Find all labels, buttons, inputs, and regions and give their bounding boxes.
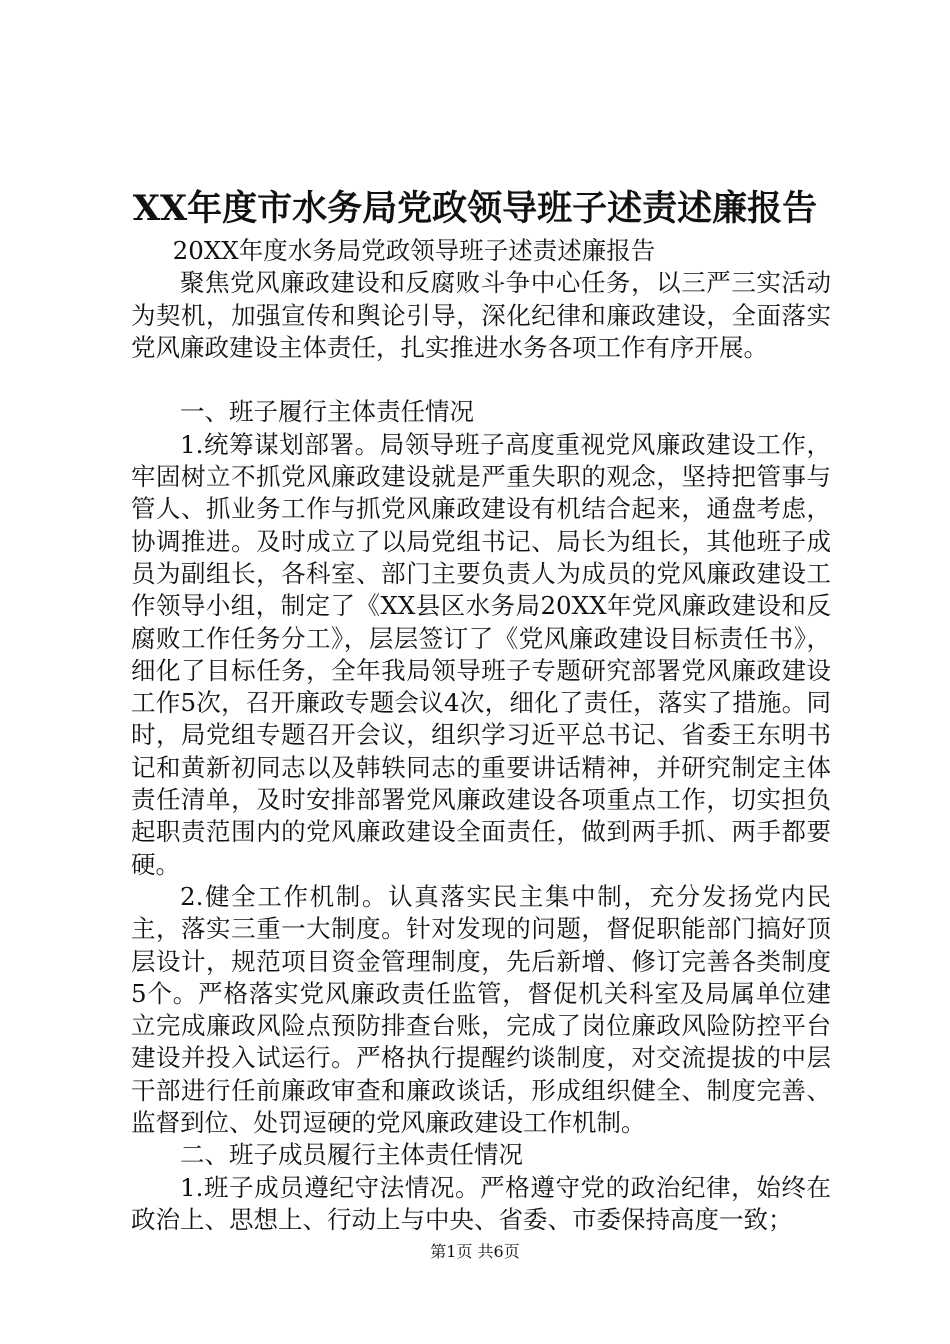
page-footer: 第1页 共6页 [430,1242,520,1261]
paragraph-intro: 聚焦党风廉政建设和反腐败斗争中心任务，以三严三实活动为契机，加强宣传和舆论引导，深化纪律和廉政建设，全面落实党风廉政建设主体责任，扎实推进水务各项工作有序开展。 [131,268,831,362]
document-title: XX年度市水务局党政领导班子述责述廉报告 [132,188,818,229]
document-body [131,235,831,1236]
section-heading-1: 一、班子履行主体责任情况 [180,397,474,427]
paragraph-spacer [131,364,831,396]
document-subtitle: 20XX年度水务局党政领导班子述责述廉报告 [172,236,656,265]
section-heading-2: 二、班子成员履行主体责任情况 [180,1140,523,1170]
paragraph-planning: 1.统筹谋划部署。局领导班子高度重视党风廉政建设工作，牢固树立不抓党风廉政建设就是严重失职的观念，坚持把管事与管人、抓业务工作与抓党风廉政建设有机结合起来，通盘考虑，协调推进。及时成立了以局党组书记、局长为组长，其他班子成员为副组长，各科室、部门主要负责人为成员的党风廉政建设工作领导小组，制定了《XX县区水务局20XX年党风廉政建设和反腐败工作任务分工》，层层签订了《党风廉政建设目标责任书》，细化了目标任务，全年我局领导班子专题研究部署党风廉政建设工作5次，召开廉政专题会议4次，细化了责任，落实了措施。同时，局党组专题召开会议，组织学习近平总书记、省委王东明书记和黄新初同志以及韩轶同志的重要讲话精神，并研究制定主体责任清单，及时安排部署党风廉政建设各项重点工作，切实担负起职责范围内的党风廉政建设全面责任，做到两手抓、两手都要硬。 [131,429,831,879]
paragraph-mechanism: 2.健全工作机制。认真落实民主集中制，充分发扬党内民主，落实三重一大制度。针对发现的问题，督促职能部门搞好顶层设计，规范项目资金管理制度，先后新增、修订完善各类制度5个。严格落实党风廉政责任监管，督促机关科室及局属单位建立完成廉政风险点预防排查台账，完成了岗位廉政风险防控平台建设并投入试运行。严格执行提醒约谈制度，对交流提拔的中层干部进行任前廉政审查和廉政谈话，形成组织健全、制度完善、监督到位、处罚逗硬的党风廉政建设工作机制。 [131,881,831,1138]
paragraph-members: 1.班子成员遵纪守法情况。严格遵守党的政治纪律，始终在政治上、思想上、行动上与中央、省委、市委保持高度一致； [131,1172,831,1234]
